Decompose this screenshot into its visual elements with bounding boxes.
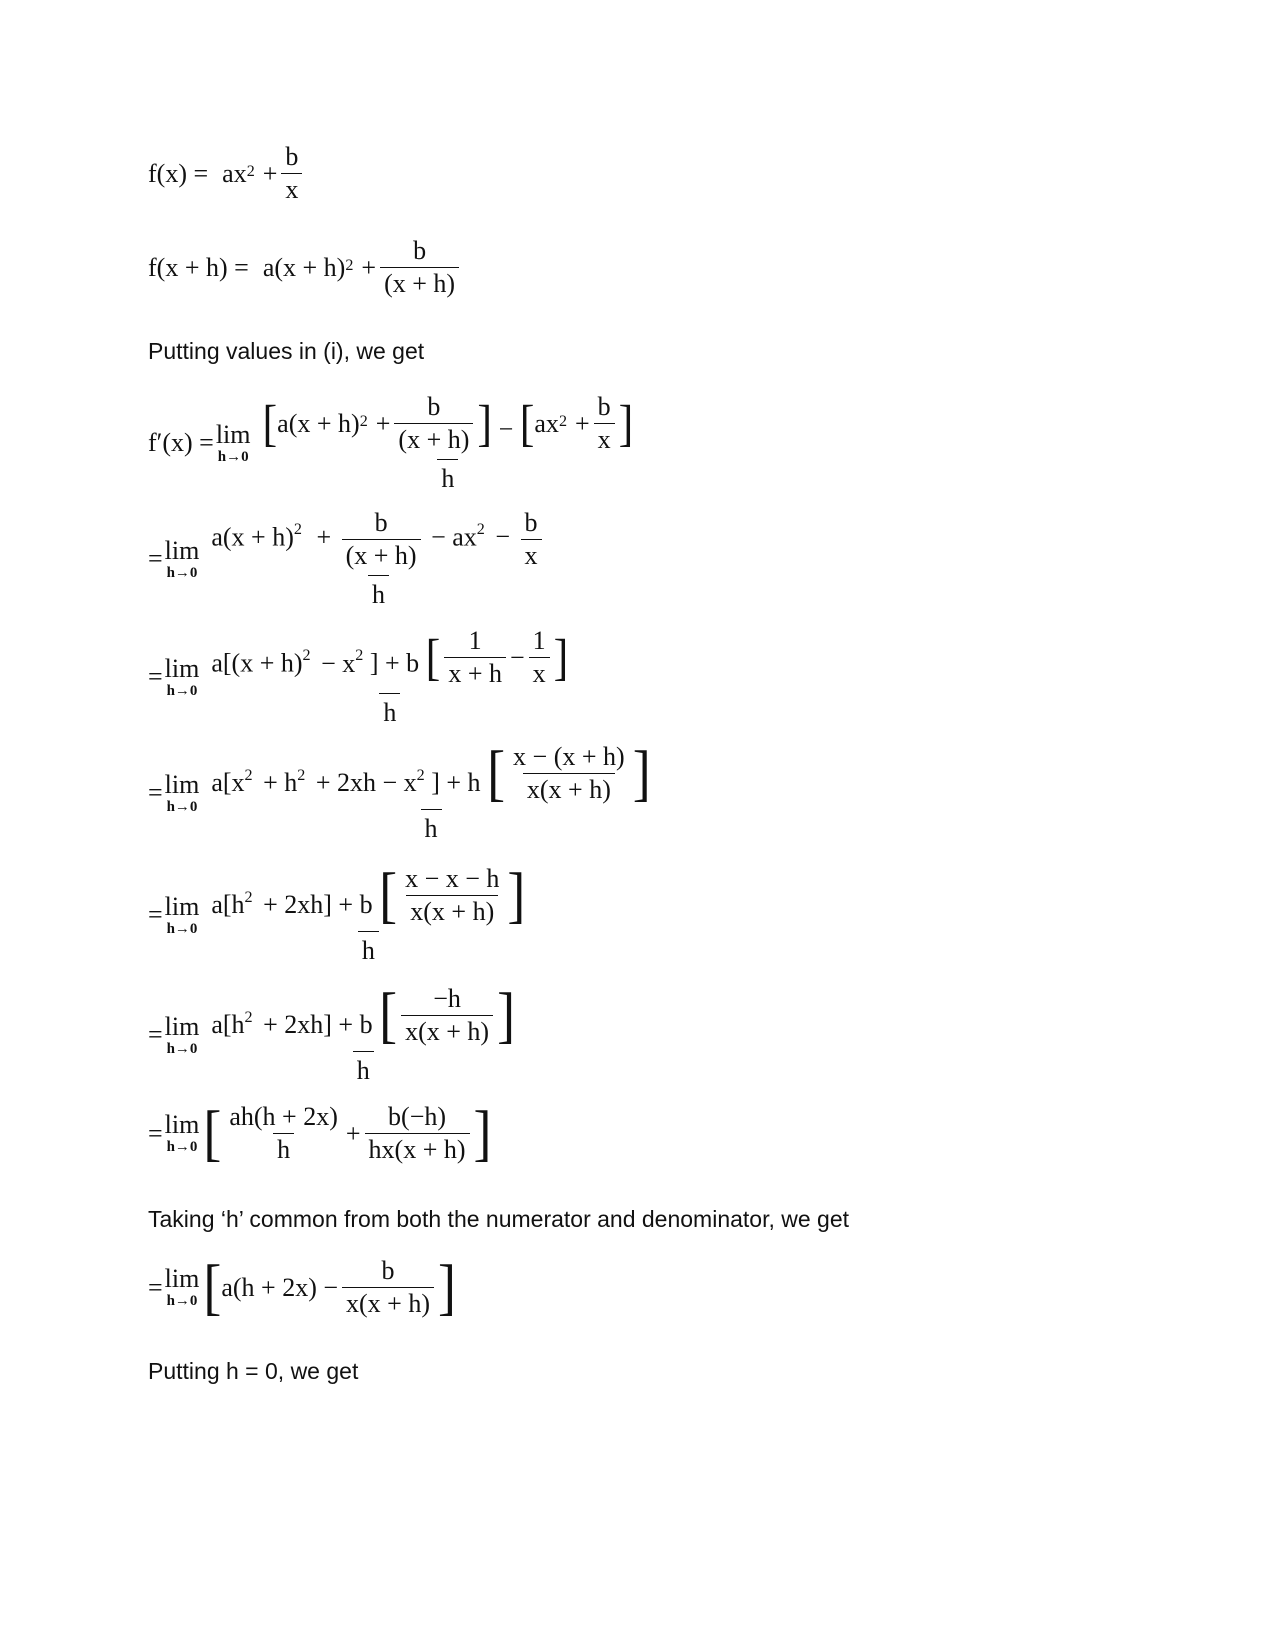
equation-step-4: = lim h→0 $a[h^2 + 2xh] + b$ [ $\frac{x - x - h}{x(x + h)}$ ] h xyxy=(148,860,526,965)
main-fraction: [ a(x + h) $^2$ + $\frac{b}{(x + h)}$ ] − [ ax $^2$ + $\frac{b}{x}$ ] h xyxy=(262,392,634,493)
fxh-lhs: f(x + h) = xyxy=(148,252,249,282)
equation-step-3: = lim h→0 $a[x^2 + h^2 + 2xh - x^2$ ] + h [ $\frac{x - (x + h)}{x(x + h)}$ ] h xyxy=(148,738,651,843)
bracket-group-1: [ a(x + h) $^2$ + $\frac{b}{(x + h)}$ ] xyxy=(262,392,493,454)
fxh-term: a(x + h) xyxy=(262,252,346,282)
equation-step-6: = lim h→0 [ $\frac{ah(h + 2x)}{h}$ + $\frac{b(-h)}{hx(x + h)}$ ] xyxy=(148,1098,492,1168)
fx-term: ax xyxy=(222,158,247,188)
prose-taking-h-common: Taking ‘h’ common from both the numerator and denominator, we get xyxy=(148,1206,850,1232)
derivative-lhs: f′(x) = xyxy=(148,428,214,457)
equation-step-5: = lim h→0 $a[h^2 + 2xh] + b$ [ $\frac{-h}{x(x + h)}$ ] h xyxy=(148,980,516,1085)
bracket-group-2: [ ax $^2$ + $\frac{b}{x}$ ] xyxy=(519,392,634,454)
fx-plus: + xyxy=(262,158,278,188)
prose-putting-h-zero: Putting h = 0, we get xyxy=(148,1358,359,1384)
equation-fxh: f(x + h) = a(x + h) $^2$ + $\frac{b}{(x + h)}$ xyxy=(148,238,463,297)
fx-fraction: $\frac{b}{x}$ xyxy=(281,144,302,203)
fx-lhs: f(x) = xyxy=(148,158,209,188)
equation-fx: f(x) = ax $^2$ + $\frac{b}{x}$ xyxy=(148,144,306,203)
prose-putting-values: Putting values in (i), we get xyxy=(148,338,425,364)
equation-step-1: = lim h→0 $a(x + h)^2$ + $\frac{b}{(x + h)}$ − $ax^2$ − $\frac{b}{x}$ h xyxy=(148,510,554,608)
equation-derivative-def xyxy=(148,394,641,492)
limit-operator: lim h→0 xyxy=(215,419,251,465)
equation-step-2: = lim h→0 $a[(x + h)^2 - x^2$ ] + b [ $\frac{1}{x + h}$ − $\frac{1}{x}$ ] h xyxy=(148,626,569,727)
fxh-fraction: $\frac{b}{(x + h)}$ xyxy=(380,238,459,297)
fxh-plus: + xyxy=(361,252,377,282)
equation-step-7: = lim h→0 [ a(h + 2x) − $\frac{b}{x(x + h)}$ ] xyxy=(148,1252,456,1322)
